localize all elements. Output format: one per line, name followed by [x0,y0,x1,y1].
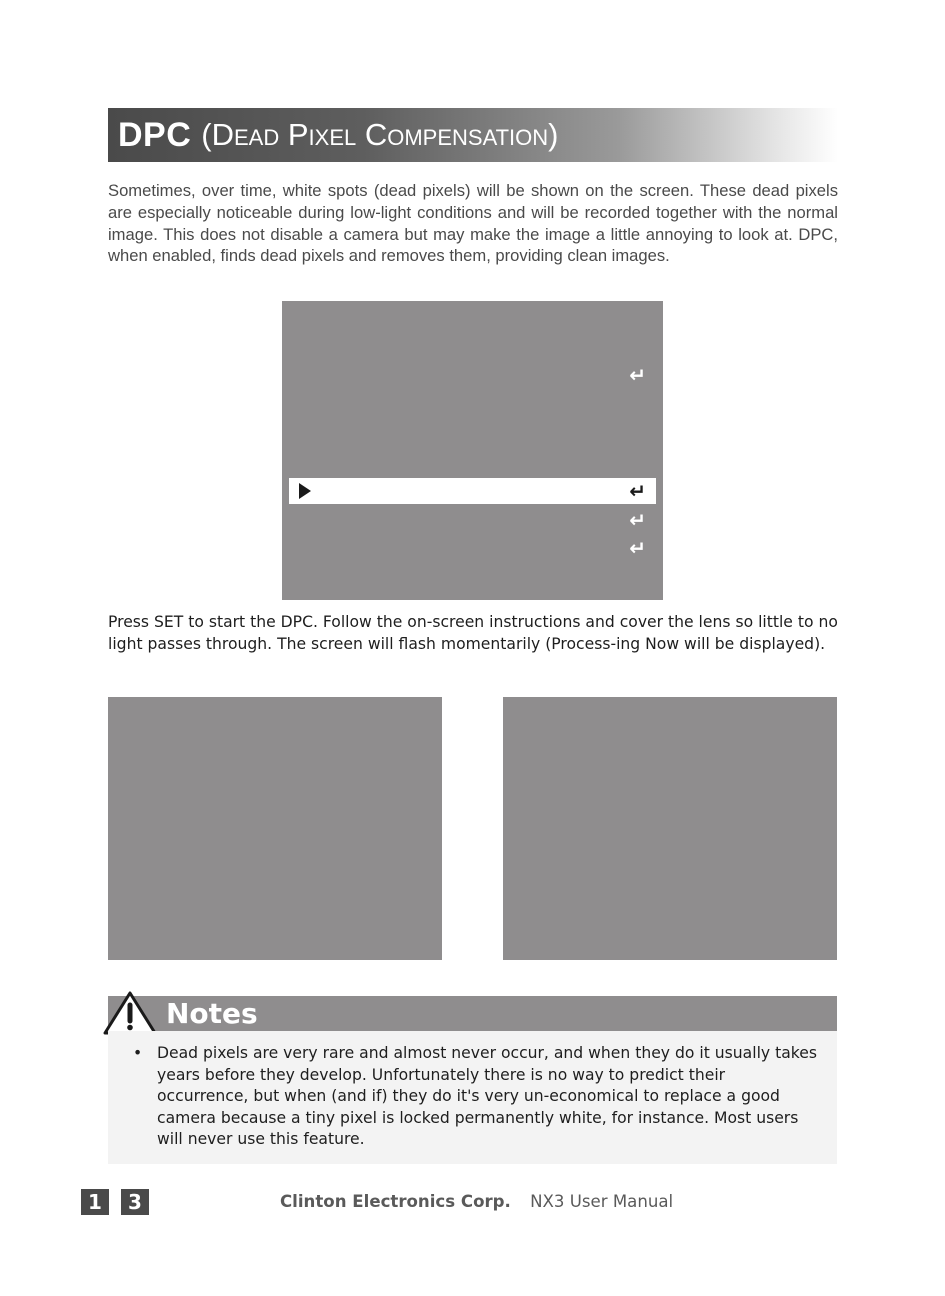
enter-icon: ↵ [629,508,646,532]
section-title-full: (Dead Pixel Compensation) [201,117,559,152]
bullet-icon: • [133,1044,143,1062]
page-number-digit: 3 [121,1189,149,1215]
screenshot-placeholder-left [108,697,442,960]
enter-icon: ↵ [629,363,646,387]
intro-paragraph: Sometimes, over time, white spots (dead pixels) will be shown on the screen. These dead pixels are especially noticeable during low-light conditions and will be recorded together with the normal image. This does not disable a camera but may make the image a little annoying to look at. DPC, when enabled, finds dead pixels and removes them, providing clean images. [108,181,838,266]
notes-list-item: Dead pixels are very rare and almost never occur, and when they do it usually takes years before they develop. Unfortunately there is no way to predict their occurrence, but when (and if) they do it's very un-economical to replace a good camera because a tiny pixel is locked permanently white, for instance. Most users will never use this feature. [157,1044,817,1149]
osd-menu-row [289,507,656,533]
instructions-paragraph: Press SET to start the DPC. Follow the on-screen instructions and cover the lens so little to no light passes through. The screen will flash momentarily (Process-ing Now will be displayed). [108,613,838,653]
selection-arrow-icon [299,483,311,499]
osd-menu-row [289,362,656,388]
footer-company: Clinton Electronics Corp. [280,1192,511,1211]
warning-icon [102,990,158,1036]
enter-icon: ↵ [629,479,646,503]
section-title-bar [108,108,838,162]
osd-menu-screenshot [282,301,663,600]
page-footer [280,1192,673,1211]
enter-icon: ↵ [629,536,646,560]
osd-menu-row-selected [289,478,656,504]
osd-menu-row [289,535,656,561]
footer-manual-title: NX3 User Manual [530,1192,674,1211]
screenshot-placeholder-right [503,697,837,960]
section-title-abbrev: DPC [118,115,192,154]
page-number-digit: 1 [81,1189,109,1215]
notes-title: Notes [166,997,258,1030]
